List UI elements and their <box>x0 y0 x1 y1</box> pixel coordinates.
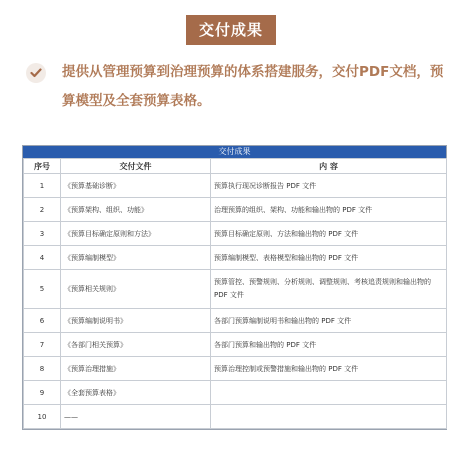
row-number: 1 <box>24 174 61 198</box>
description-text: 提供从管理预算到治理预算的体系搭建服务，交付PDF文档，预算模型及全套预算表格。 <box>62 64 444 109</box>
row-content: 预算管控、预警规则、分析规则、调整规则、考核追责规则和输出物的 PDF 文件 <box>211 270 447 309</box>
row-file: 《各部门相关预算》 <box>61 333 211 357</box>
row-file: 《预算目标确定原则和方法》 <box>61 222 211 246</box>
row-content: 预算治理控制或预警措施和输出物的 PDF 文件 <box>211 357 447 381</box>
row-content <box>211 381 447 405</box>
row-number: 6 <box>24 309 61 333</box>
table-header-row <box>24 159 447 174</box>
check-icon <box>26 63 46 83</box>
column-header-content: 内 容 <box>211 159 447 174</box>
table-row <box>24 198 447 222</box>
row-content: 治理预算的组织、架构、功能和输出物的 PDF 文件 <box>211 198 447 222</box>
row-file: 《预算编制说明书》 <box>61 309 211 333</box>
row-number: 10 <box>24 405 61 429</box>
table-row <box>24 246 447 270</box>
row-number: 7 <box>24 333 61 357</box>
row-file: 《预算相关规则》 <box>61 270 211 309</box>
row-file: 《预算治理措施》 <box>61 357 211 381</box>
row-content: 预算目标确定原则、方法和输出物的 PDF 文件 <box>211 222 447 246</box>
row-file: 《预算编制模型》 <box>61 246 211 270</box>
table-caption: 交付成果 <box>23 146 446 158</box>
row-number: 8 <box>24 357 61 381</box>
row-content: 各部门预算编制说明书和输出物的 PDF 文件 <box>211 309 447 333</box>
deliverables-table <box>22 145 447 430</box>
column-header-no: 序号 <box>24 159 61 174</box>
table-row <box>24 405 447 429</box>
row-file: 《全套预算表格》 <box>61 381 211 405</box>
table-row <box>24 333 447 357</box>
row-file: 《预算架构、组织、功能》 <box>61 198 211 222</box>
row-content: 各部门预算和输出物的 PDF 文件 <box>211 333 447 357</box>
table-row <box>24 357 447 381</box>
row-number: 3 <box>24 222 61 246</box>
table-row <box>24 174 447 198</box>
row-number: 4 <box>24 246 61 270</box>
table-row <box>24 309 447 333</box>
table-row <box>24 222 447 246</box>
row-file: —— <box>61 405 211 429</box>
row-content <box>211 405 447 429</box>
row-file: 《预算基础诊断》 <box>61 174 211 198</box>
section-title: 交付成果 <box>186 15 276 45</box>
row-number: 5 <box>24 270 61 309</box>
table-row <box>24 270 447 309</box>
row-content: 预算编制模型、表格模型和输出物的 PDF 文件 <box>211 246 447 270</box>
row-number: 2 <box>24 198 61 222</box>
row-number: 9 <box>24 381 61 405</box>
column-header-file: 交付文件 <box>61 159 211 174</box>
row-content: 预算执行现况诊断报告 PDF 文件 <box>211 174 447 198</box>
table-row <box>24 381 447 405</box>
